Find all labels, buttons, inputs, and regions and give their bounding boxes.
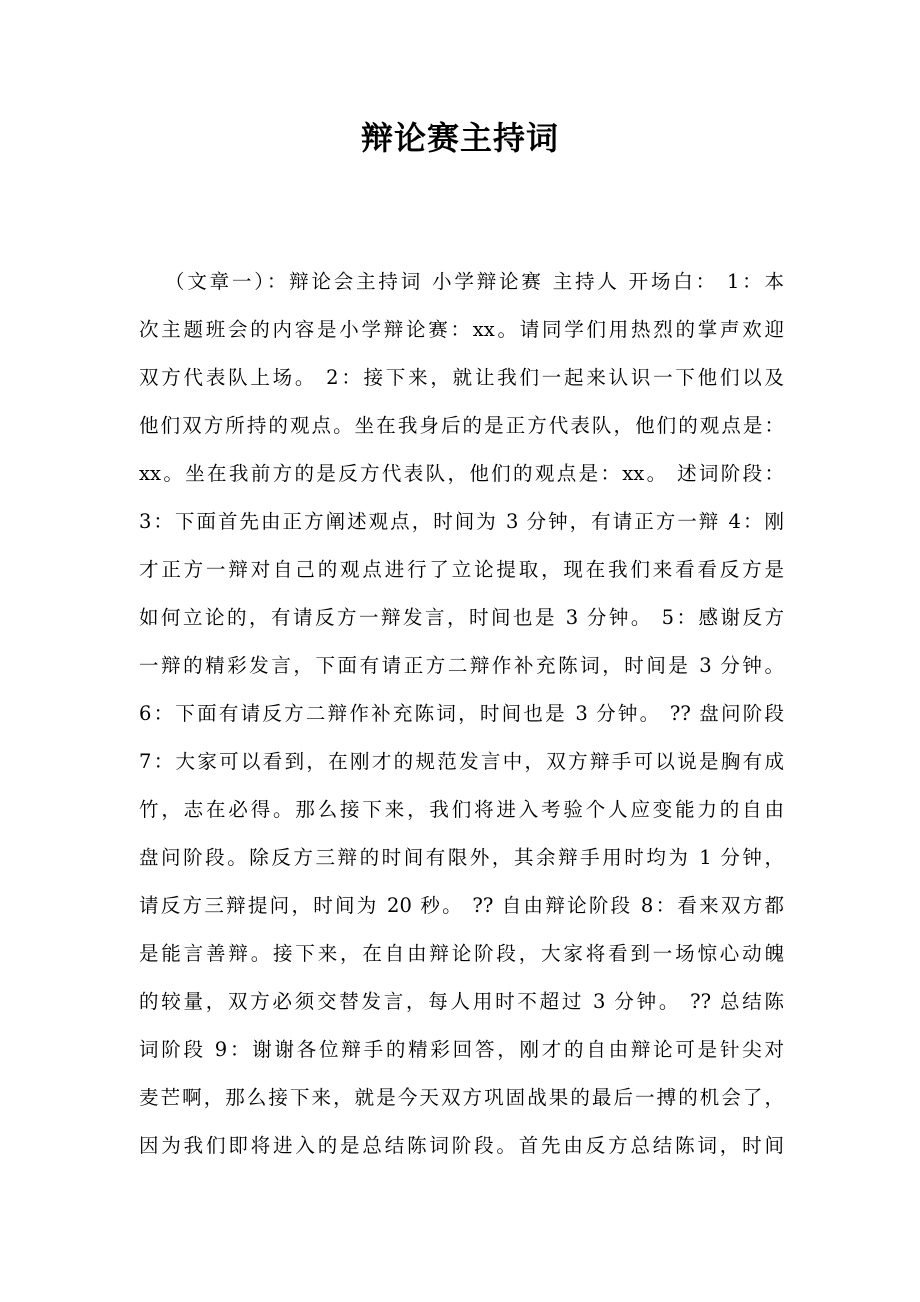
body-line: 6：下面有请反方二辩作补充陈词，时间也是 3 分钟。 ?? 盘问阶段 <box>139 702 784 725</box>
body-line: 词阶段 9：谢谢各位辩手的精彩回答，刚才的自由辩论可是针尖对 <box>139 1038 784 1061</box>
body-line: 的较量，双方必须交替发言，每人用时不超过 3 分钟。 ?? 总结陈 <box>139 990 784 1013</box>
body-line: 3：下面首先由正方阐述观点，时间为 3 分钟，有请正方一辩 4：刚 <box>139 510 784 533</box>
body-line: 他们双方所持的观点。坐在我身后的是正方代表队，他们的观点是： <box>139 414 784 437</box>
document-title: 辩论赛主持词 <box>360 119 559 157</box>
body-line: 盘问阶段。除反方三辩的时间有限外，其余辩手用时均为 1 分钟， <box>139 846 784 869</box>
body-line: 如何立论的，有请反方一辩发言，时间也是 3 分钟。 5：感谢反方 <box>139 606 784 629</box>
body-line: 才正方一辩对自己的观点进行了立论提取，现在我们来看看反方是 <box>139 558 784 581</box>
body-line: 请反方三辩提问，时间为 20 秒。 ?? 自由辩论阶段 8：看来双方都 <box>139 894 784 917</box>
body-line: （文章一）：辩论会主持词 小学辩论赛 主持人 开场白： 1：本 <box>165 270 784 293</box>
body-line: 次主题班会的内容是小学辩论赛：xx。请同学们用热烈的掌声欢迎 <box>139 318 784 341</box>
body-line: 是能言善辩。接下来，在自由辩论阶段，大家将看到一场惊心动魄 <box>139 942 784 965</box>
body-line: 双方代表队上场。 2：接下来，就让我们一起来认识一下他们以及 <box>139 366 784 389</box>
body-line: 因为我们即将进入的是总结陈词阶段。首先由反方总结陈词，时间 <box>139 1134 784 1157</box>
body-line: 麦芒啊，那么接下来，就是今天双方巩固战果的最后一搏的机会了， <box>139 1086 784 1109</box>
body-line: 竹，志在必得。那么接下来，我们将进入考验个人应变能力的自由 <box>139 798 784 821</box>
body-line: 一辩的精彩发言，下面有请正方二辩作补充陈词，时间是 3 分钟。 <box>139 654 784 677</box>
body-line: xx。坐在我前方的是反方代表队，他们的观点是：xx。 述词阶段： <box>139 462 784 485</box>
body-line: 7：大家可以看到，在刚才的规范发言中，双方辩手可以说是胸有成 <box>139 750 784 773</box>
document-body <box>139 258 784 1170</box>
